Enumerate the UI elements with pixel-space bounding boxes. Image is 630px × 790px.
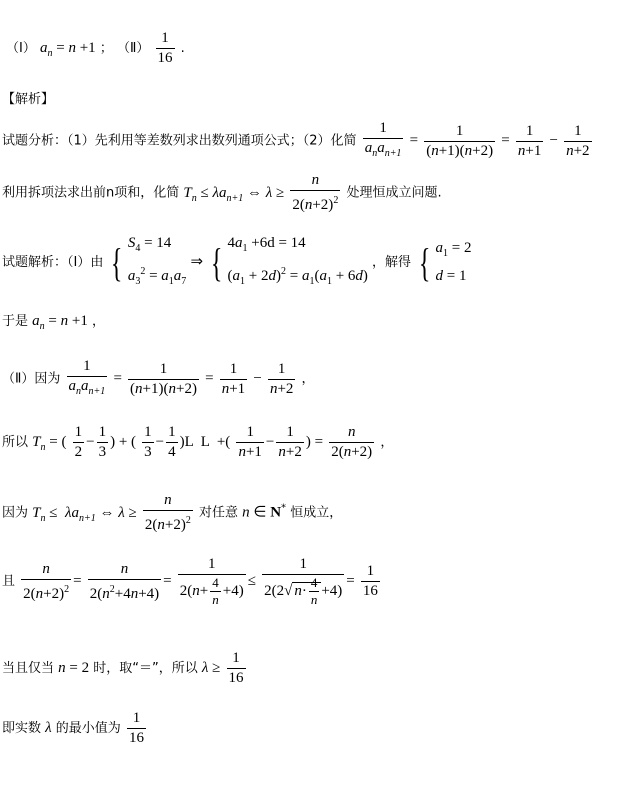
sum-line: 所以 $T_n$ = ( $\frac{1}{2}$ − $\frac{1}{3}$ ) + ( $\frac{1}{3}$ − $\frac{1}{4}$ )L L +( $\frac{1}{n+1}$ − $\frac{1}{n+2}$ ) = $\frac{n}{2(n+2)}$ ， — [2, 424, 394, 460]
because-line: 因为 $T_n \le \lambda a_{n+1}$ ⇔ λ ≥ $\frac{n}{2(n+2)^2}$ 对任意 n ∈ N* 恒成立， — [2, 492, 343, 533]
inequality-line: 且 $\frac{n}{2(n+2)^2}$ = $\frac{n}{2(n^2+4n+4)}$ = 1 2(n+ $\frac{4}{n}$ +4) ≤ 1 2(2√ n· $\frac{4}{n}$ +4) = $\frac{1}{16}$ — [2, 556, 378, 607]
answer-part2-fraction: $\frac{1}{16}$ — [157, 30, 173, 66]
result-line: 于是 $a_n = n +1$ ， — [2, 313, 105, 332]
analysis-fraction-1: $\frac{1}{a_na_{n+1}}$ — [364, 120, 402, 159]
answer-separator: ； — [99, 41, 113, 56]
analysis-fraction-5: $\frac{n}{2(n+2)^2}$ — [292, 172, 339, 213]
answer-part1-formula: $a_n = n +1$ — [39, 40, 96, 59]
analysis-line2-text-a: 利用拆项法求出前n项和，化简 — [2, 185, 180, 201]
answer-period: . — [180, 41, 185, 56]
section-title: 【解析】 — [2, 92, 55, 107]
analysis-line2-text-b: 处理恒成立问题. — [346, 185, 442, 201]
analysis-fraction-4: $\frac{1}{n+2}$ — [566, 122, 590, 159]
analysis-line-2 — [2, 172, 442, 214]
system-2: $4a_1 +6d = 14$ $(a_1 + 2d)^2 = a_1(a_1 + 6d)$ — [227, 235, 368, 287]
min-line: 即实数 λ 的最小值为 $\frac{1}{16}$ — [2, 710, 144, 746]
analysis-fraction-3: $\frac{1}{n+1}$ — [517, 122, 542, 159]
result-formula: $a_n = n +1$ — [32, 313, 88, 332]
analysis-lead: 试题分析：（1）先利用等差数列求出数列通项公式；（2）化简 — [2, 133, 357, 149]
result-text: 于是 — [2, 314, 29, 329]
part2-line-1: （Ⅱ）因为 $\frac{1}{a_na_{n+1}}$ = $\frac{1}{(n+1)(n+2)}$ = $\frac{1}{n+1}$ − $\frac{1}{n+2}$ ， — [2, 358, 315, 397]
answer-part2-label: （Ⅱ） — [116, 41, 150, 56]
system-3: $a_1 = 2$ d = 1 — [435, 240, 472, 284]
system-1: $S_4 = 14$ $a_3^2 = a_1a_7$ — [127, 235, 187, 287]
analysis-inequality: $T_n \le \lambda a_{n+1}$ ⇔ λ ≥ — [183, 184, 285, 204]
equality-line: 当且仅当 n = 2 时，取“＝”，所以 λ ≥ $\frac{1}{16}$ — [2, 650, 244, 686]
answer-part1-label: （Ⅰ） — [6, 41, 36, 56]
solve-word: ，解得 — [372, 255, 412, 270]
analysis-line-1: 试题分析：（1）先利用等差数列求出数列通项公式；（2）化简 $\frac{1}{a_na_{n+1}}$ = $\frac{1}{(n+1)(n+2)}$ = $\frac{1}{n+1}$ − $\frac{1}{n+2}$ — [2, 120, 594, 162]
analysis-fraction-2: $\frac{1}{(n+1)(n+2)}$ — [426, 122, 494, 159]
part2-because: （Ⅱ）因为 — [2, 371, 61, 387]
sum-so: 所以 — [2, 435, 29, 450]
solution-line-1: 试题解析：（Ⅰ）由 { $S_4 = 14$ $a_3^2 = a_1a_7$ ⇒ { $4a_1 +6d = 14$ $(a_1 + 2d)^2 = a_1(a_1 + 6d)$ ，解得 { $a_1 = 2$ d = 1 — [2, 232, 472, 293]
solution-lead: 试题解析：（Ⅰ）由 — [2, 255, 104, 270]
answer-line — [6, 30, 185, 67]
